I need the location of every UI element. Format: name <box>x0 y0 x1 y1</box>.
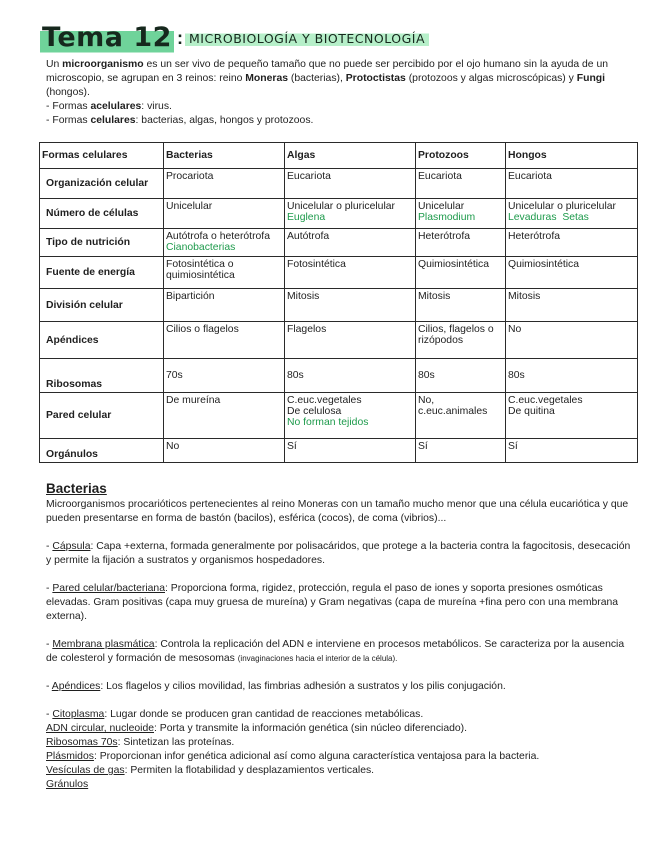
table-cell: Eucariota <box>285 169 416 199</box>
table-cell: 80s <box>285 359 416 393</box>
table-cell: 80s <box>416 359 506 393</box>
green-note: Levaduras Setas <box>508 212 589 223</box>
title-subtitle: MICROBIOLOGÍA Y BIOTECNOLOGÍA <box>185 29 429 48</box>
table-cell: Sí <box>416 439 506 463</box>
table-cell: Unicelular Plasmodium <box>416 199 506 229</box>
table-cell: Quimiosintética <box>506 257 638 289</box>
table-header: Algas <box>285 143 416 169</box>
table-row <box>40 229 638 257</box>
row-label: División celular <box>40 289 164 322</box>
table-cell: Heterótrofa <box>506 229 638 257</box>
item-citoplasma: - Citoplasma: Lugar donde se producen gran cantidad de reacciones metabólicas. <box>46 709 424 720</box>
table-cell: No <box>506 322 638 359</box>
table-cell: C.euc.vegetales De quitina <box>506 393 638 439</box>
title-separator: : <box>176 27 183 48</box>
table-header: Hongos <box>506 143 638 169</box>
table-cell: Fotosintética <box>285 257 416 289</box>
table-cell: No <box>164 439 285 463</box>
table-row <box>40 359 638 393</box>
table-header: Formas celulares <box>40 143 164 169</box>
comparison-table <box>39 142 638 463</box>
item-plasmidos: Plásmidos: Proporcionan infor genética adicional así como alguna característica ventajosa para la bacteria. <box>46 751 540 762</box>
table-cell: Autótrofa o heterótrofa Cianobacterias <box>164 229 285 257</box>
table-cell: Unicelular o pluricelular Euglena <box>285 199 416 229</box>
green-note: Cianobacterias <box>166 242 236 253</box>
table-cell: Unicelular o pluricelular Levaduras Setas <box>506 199 638 229</box>
item-adn: ADN circular, nucleoide: Porta y transmite la información genética (sin núcleo diferenciado). <box>46 723 468 734</box>
title-main: Tema 12 <box>42 22 172 53</box>
intro-acelulares: - Formas acelulares: virus. <box>46 101 172 112</box>
row-label: Tipo de nutrición <box>40 229 164 257</box>
bacterias-intro: Microorganismos procarióticos pertenecientes al reino Moneras con un tamaño mucho menor que una célula eucariótica y que pueden presentarse en forma de bastón (bacilos), esférica (cocos), de coma (vibrios)... <box>46 499 629 524</box>
table-cell: Mitosis <box>416 289 506 322</box>
table-cell: 70s <box>164 359 285 393</box>
bacterias-section <box>46 498 632 792</box>
table-row <box>40 439 638 463</box>
row-label: Organización celular <box>40 169 164 199</box>
table-cell: Fotosintética o quimiosintética <box>164 257 285 289</box>
table-cell: Procariota <box>164 169 285 199</box>
table-header-row <box>40 143 638 169</box>
item-capsula: - Cápsula: Capa +externa, formada generalmente por polisacáridos, que protege a la bacteria contra la fagocitosis, desecación y permite la fijación a sustratos y organismos hospedadores. <box>46 541 631 566</box>
table-cell: Unicelular <box>164 199 285 229</box>
table-cell: Mitosis <box>506 289 638 322</box>
table-row <box>40 393 638 439</box>
table-cell: Autótrofa <box>285 229 416 257</box>
table-cell: Quimiosintética <box>416 257 506 289</box>
item-membrana: - Membrana plasmática: Controla la replicación del ADN e interviene en procesos metabólicos. Se caracteriza por la ausencia de colesterol y formación de mesosomas (invaginaciones hacia el interior de la célula). <box>46 639 625 664</box>
table-cell: 80s <box>506 359 638 393</box>
row-label: Orgánulos <box>40 439 164 463</box>
table-row <box>40 257 638 289</box>
table-cell: C.euc.vegetales De celulosa No forman tejidos <box>285 393 416 439</box>
row-label: Ribosomas <box>40 359 164 393</box>
item-vesiculas: Vesículas de gas: Permiten la flotabilidad y desplazamientos verticales. <box>46 765 375 776</box>
section-title-bacterias: Bacterias <box>46 481 107 496</box>
intro-paragraph <box>46 58 632 128</box>
table-cell: Bipartición <box>164 289 285 322</box>
table-cell: De mureína <box>164 393 285 439</box>
table-cell: Sí <box>506 439 638 463</box>
table-cell: No, c.euc.animales <box>416 393 506 439</box>
table-row <box>40 289 638 322</box>
item-pared: - Pared celular/bacteriana: Proporciona forma, rigidez, protección, regula el paso de iones y soporta presiones osmóticas elevadas. Gram positivas (capa muy gruesa de mureína) y Gram negativas (capa de mureína +fina pero con una membrana externa). <box>46 583 619 622</box>
table-cell: Cilios, flagelos o rizópodos <box>416 322 506 359</box>
table-row <box>40 169 638 199</box>
row-label: Pared celular <box>40 393 164 439</box>
green-note: No forman tejidos <box>287 417 369 428</box>
table-cell: Flagelos <box>285 322 416 359</box>
table-cell: Heterótrofa <box>416 229 506 257</box>
row-label: Número de células <box>40 199 164 229</box>
item-granulos: Gránulos <box>46 779 89 790</box>
table-cell: Cilios o flagelos <box>164 322 285 359</box>
table-cell: Eucariota <box>416 169 506 199</box>
item-apendices: - Apéndices: Los flagelos y cilios movilidad, las fimbrias adhesión a sustratos y los pilis conjugación. <box>46 681 506 692</box>
intro-celulares: - Formas celulares: bacterias, algas, hongos y protozoos. <box>46 115 314 126</box>
table-row <box>40 199 638 229</box>
table-header: Bacterias <box>164 143 285 169</box>
table-cell: Mitosis <box>285 289 416 322</box>
table-header: Protozoos <box>416 143 506 169</box>
table-cell: Eucariota <box>506 169 638 199</box>
table-row <box>40 322 638 359</box>
row-label: Fuente de energía <box>40 257 164 289</box>
green-note: Plasmodium <box>418 212 476 223</box>
page-title <box>40 18 429 58</box>
table-cell: Sí <box>285 439 416 463</box>
green-note: Euglena <box>287 212 326 223</box>
row-label: Apéndices <box>40 322 164 359</box>
item-ribosomas: Ribosomas 70s: Sintetizan las proteínas. <box>46 737 235 748</box>
intro-definition: Un microorganismo es un ser vivo de pequeño tamaño que no puede ser percibido por el ojo humano sin la ayuda de un microscopio, se agrupan en 3 reinos: reino Moneras (bacterias), Protoctistas (protozoos y algas microscópicas) y Fungi (hongos). <box>46 59 609 98</box>
